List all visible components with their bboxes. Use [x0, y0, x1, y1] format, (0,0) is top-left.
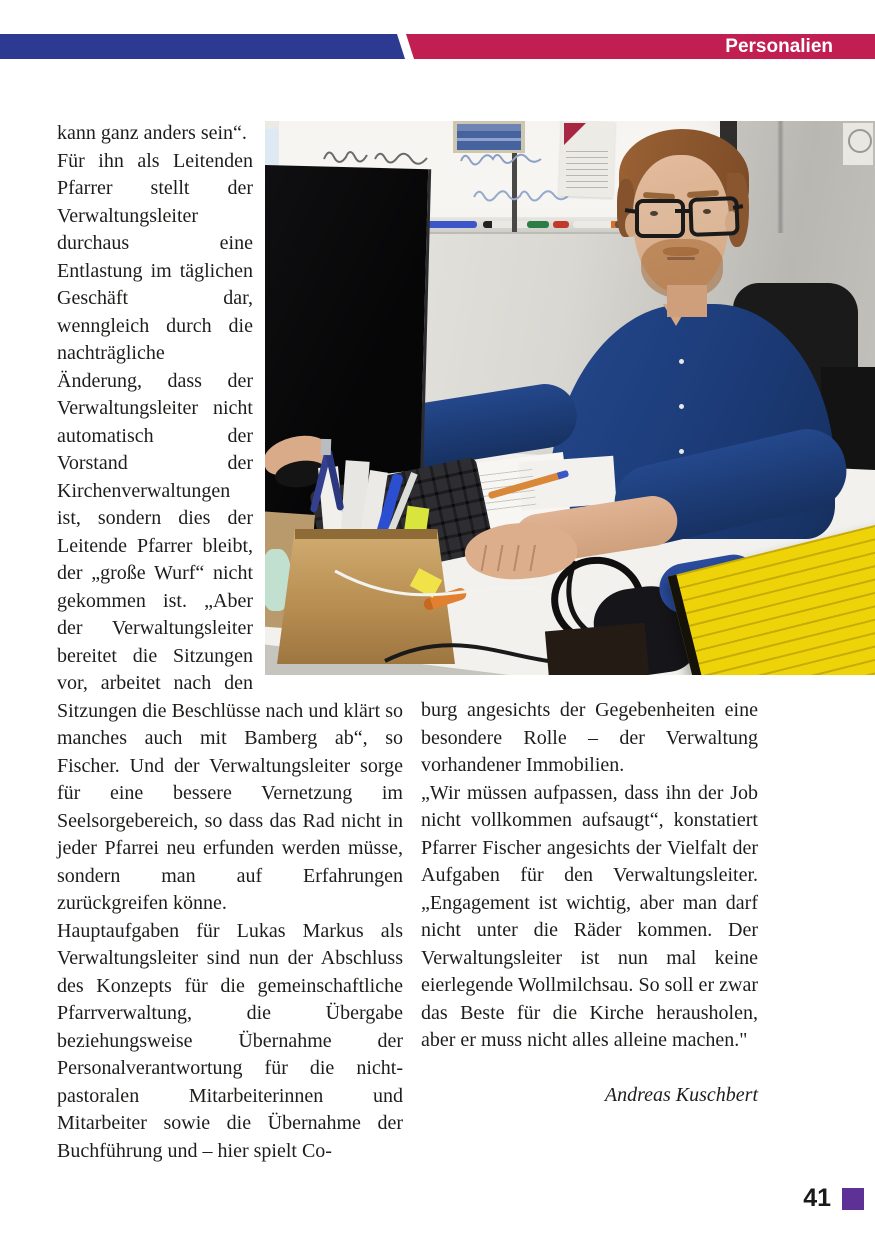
marker-orange-cap: [573, 221, 621, 228]
glasses-bridge: [675, 209, 691, 213]
man-mustache: [663, 247, 699, 256]
glasses-lens-right: [688, 196, 739, 237]
page-header: [0, 34, 875, 59]
marker-green: [527, 221, 549, 228]
page-footer: [803, 1184, 864, 1213]
shirt-button: [679, 404, 684, 409]
dark-desk-object: [545, 623, 649, 675]
glasses-lens-left: [635, 199, 685, 238]
article-left-column: [57, 120, 403, 1165]
shirt-button: [679, 449, 684, 454]
handwriting-blue-1: [457, 145, 572, 171]
article-paragraph: Hauptaufgaben für Lukas Markus als Verwaltungsleiter sind nun der Abschluss des Konzepts für die gemeinschaftliche Pfarrverwaltung, die Übergabe beziehungsweise Übernahme der Personalverantwortung für die nicht-pastoralen Mitarbeiterinnen und Mitarbeiter sowie die Übernahme der Buchführung und – hier spielt Co-: [57, 919, 403, 1162]
corner-paper-circle: [848, 129, 872, 153]
wall-corner-shadow: [777, 121, 784, 233]
byline: Andreas Kuschbert: [604, 1083, 758, 1106]
marker-red: [553, 221, 569, 228]
article-paragraph: Für ihn als Leitenden Pfarrer stellt der Verwaltungsleiter durchaus eine Entlastung im täglichen Geschäft dar, wenngleich durch die nachträgliche Änderung, dass der Verwaltungsleiter nicht automatisch der Vorstand der Kirchenverwaltungen ist, sondern dies der Leitende Pfarrer bleibt, der „große Wurf“ nicht gekommen ist. „Aber der Verwaltungsleiter bereitet die Sitzungen vor, arbeitet nach den Sitzungen die Beschlüsse nach und klärt so manches auch mit Bamberg ab“, so Fischer. Und der Verwaltungsleiter sorge für eine bessere Vernetzung im Seelsorgebereich, so dass das Rad nicht in jeder Pfarrei neu erfunden werden müsse, sondern man auf Erfahrungen zurückgreifen könne.: [57, 149, 403, 914]
section-title: Personalien: [725, 36, 833, 57]
article-paragraph: „Wir müssen aufpassen, dass ihn der Job nicht vollkommen aufsaugt“, konstatiert Pfarrer Fischer angesichts der Vielfalt der Aufgaben für den Verwaltungsleiter. „Engagement ist wichtig, aber man darf nicht unter die Räder kommen. Der Verwaltungsleiter ist nun mal keine eierlegende Wollmilchsau. So soll er zwar das Beste für die Kirche herausholen, aber er muss nicht alles alleine machen.": [421, 781, 758, 1051]
shirt-button: [679, 359, 684, 364]
page-number-square: [842, 1188, 864, 1210]
marker-blue: [425, 221, 477, 228]
man-neck: [667, 285, 707, 317]
marker-black-cap: [483, 221, 532, 228]
pinned-paper-text-lines: [566, 151, 608, 191]
page-number: 41: [803, 1184, 831, 1212]
article-right-column: [421, 697, 758, 1109]
photo-wrap-spacer: [253, 120, 403, 692]
article-paragraph: kann ganz anders sein“.: [57, 122, 247, 144]
man-mouth: [667, 257, 695, 260]
article-paragraph: burg angesichts der Gegebenheiten eine besondere Rolle – der Verwaltung vorhandener Immobilien.: [421, 699, 758, 776]
right-hand-fingers: [471, 545, 541, 571]
